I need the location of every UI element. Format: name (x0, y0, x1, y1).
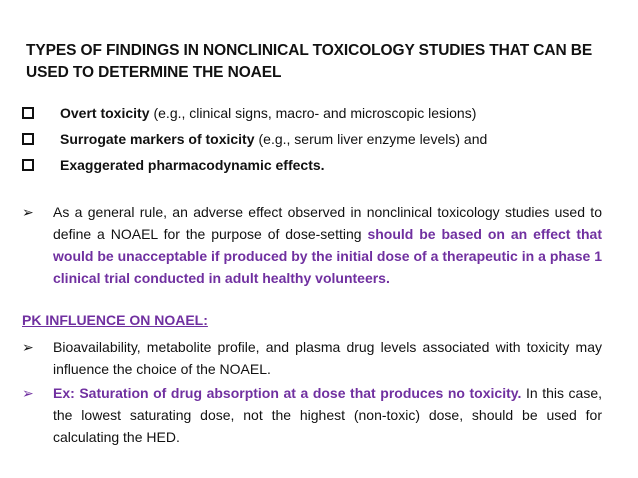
finding-title: Overt toxicity (60, 105, 150, 121)
list-item (22, 100, 622, 126)
finding-title: Surrogate markers of toxicity (60, 131, 255, 147)
arrow-bullet-icon: ➢ (22, 339, 34, 355)
arrow-bullet-icon: ➢ (22, 204, 34, 220)
arrow-bullet-icon: ➢ (22, 385, 34, 401)
checkbox-bullet-icon (22, 133, 34, 145)
list-item (22, 382, 602, 448)
general-rule-highlight: should be based on an effect that would be unacceptable if produced by the initial dose of a therapeutic in a phase 1 clinical trial conducted in adult healthy volunteers. (53, 226, 603, 286)
finding-title: Exaggerated pharmacodynamic effects. (60, 157, 325, 173)
slide-title: TYPES OF FINDINGS IN NONCLINICAL TOXICOLOGY STUDIES THAT CAN BE USED TO DETERMINE THE NOAEL (26, 42, 593, 81)
list-item (22, 126, 622, 152)
pk-section (22, 336, 602, 448)
list-item (22, 201, 602, 289)
example-text: In this case, the lowest saturating dose, not the highest (non-toxic) dose, should be used for calculating the HED. (53, 385, 602, 445)
example-paragraph (53, 382, 602, 448)
findings-list (22, 100, 622, 178)
general-rule-paragraph (53, 201, 602, 289)
general-rule-section (22, 201, 602, 289)
list-item (22, 152, 622, 178)
checkbox-bullet-icon (22, 159, 34, 171)
pk-point-text: Bioavailability, metabolite profile, and plasma drug levels associated with toxicity may influence the choice of the NOAEL. (53, 339, 602, 377)
list-item (22, 336, 602, 380)
example-highlight: Ex: Saturation of drug absorption at a dose that produces no toxicity. (53, 385, 522, 401)
finding-detail: (e.g., serum liver enzyme levels) and (258, 131, 488, 147)
pk-heading: PK INFLUENCE ON NOAEL: (22, 312, 208, 328)
checkbox-bullet-icon (22, 107, 34, 119)
finding-detail: (e.g., clinical signs, macro- and microscopic lesions) (153, 105, 477, 121)
general-rule-text: As a general rule, an adverse effect observed in nonclinical toxicology studies used to define a NOAEL for the purpose of dose-setting (53, 204, 602, 242)
